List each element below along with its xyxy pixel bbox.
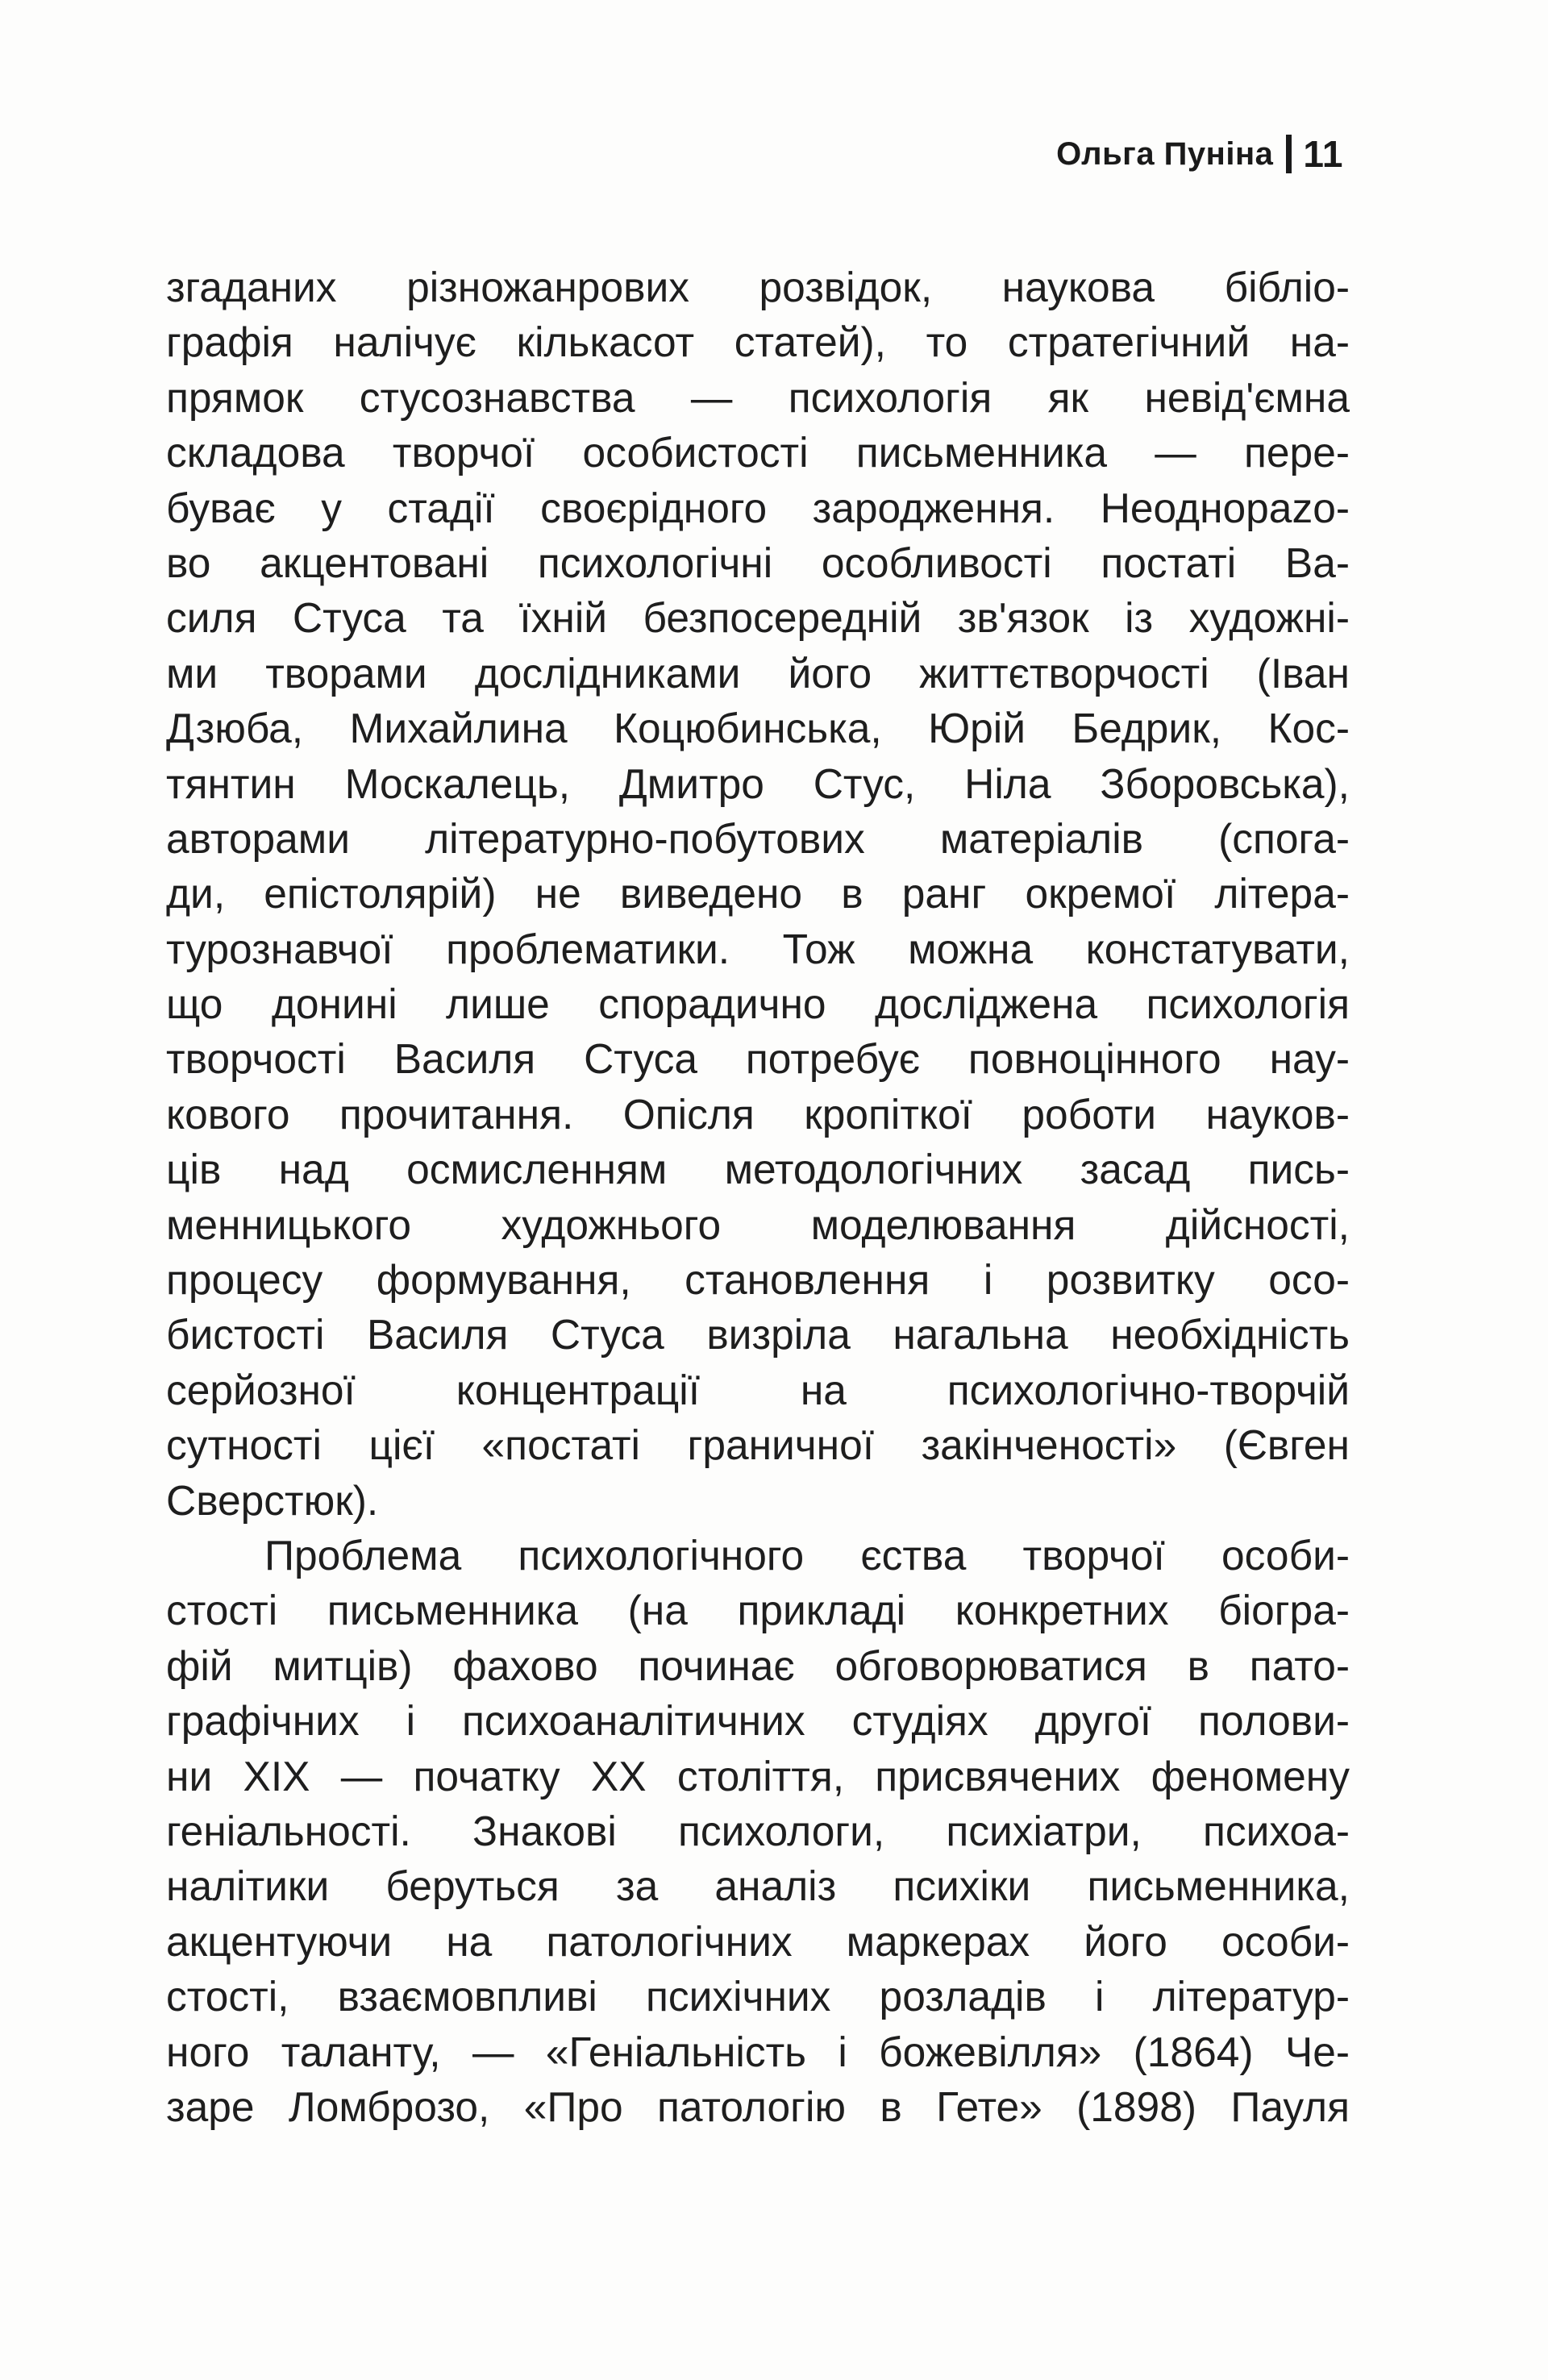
- text-line: ців над осмисленням методологічних засад пись-: [166, 1146, 1350, 1193]
- text-line: фій митців) фахово починає обговорюватися в пато-: [166, 1641, 1350, 1689]
- text-line: бистості Василя Стуса визріла нагальна необхідність: [166, 1311, 1350, 1359]
- text-line: ни XIX — початку XX століття, присвячених феномену: [166, 1752, 1350, 1800]
- text-line: сутності цієї «постаті граничної закінченості» (Євген: [166, 1421, 1350, 1469]
- text-line: буває у стадії своєрідного зародження. Неоднорazo-: [166, 484, 1350, 531]
- text-line: серйозної концентрації на психологічно-творчій: [166, 1366, 1350, 1413]
- text-line: стості, взаємовпливі психічних розладів і літератур-: [166, 1973, 1350, 2020]
- page-number: 11: [1303, 133, 1343, 175]
- text-line: ди, епістолярій) не виведено в ранг окремої літера-: [166, 870, 1350, 917]
- text-line: акцентуючи на патологічних маркерах його особи-: [166, 1917, 1350, 1965]
- text-line: заре Ломброзо, «Про патологію в Гете» (1898) Пауля: [166, 2082, 1350, 2130]
- text-line: графія налічує кількасот статей), то стратегічний на-: [166, 318, 1350, 366]
- paragraph-2: [166, 1528, 1350, 2134]
- running-header: [1056, 132, 1343, 176]
- text-line: ми творами дослідниками його життєтворчості (Іван: [166, 649, 1350, 697]
- body-text: [166, 260, 1350, 2134]
- text-line: Дзюба, Михайлина Коцюбинська, Юрій Бедрик, Кос-: [166, 705, 1350, 752]
- text-line: що донині лише спорадично досліджена психологія: [166, 980, 1350, 1028]
- text-line: во акцентовані психологічні особливості постаті Ва-: [166, 539, 1350, 586]
- text-line: процесу формування, становлення і розвитку осо-: [166, 1256, 1350, 1304]
- header-separator: [1286, 135, 1292, 173]
- paragraph-1: [166, 260, 1350, 1528]
- text-line: турознавчої проблематики. Тож можна констатувати,: [166, 925, 1350, 972]
- text-line: авторами літературно-побутових матеріалів (спога-: [166, 814, 1350, 862]
- text-line: налітики беруться за аналіз психіки письменника,: [166, 1862, 1350, 1910]
- text-line: Сверстюк).: [166, 1476, 379, 1524]
- text-line: менницького художнього моделювання дійсності,: [166, 1200, 1350, 1248]
- text-line: прямок стусознавства — психологія як невід'ємна: [166, 373, 1350, 421]
- text-line: стості письменника (на прикладі конкретних біогра-: [166, 1587, 1350, 1634]
- text-line: згаданих різножанрових розвідок, наукова бібліо-: [166, 264, 1350, 310]
- text-line: кового прочитання. Опісля кропіткої роботи науков-: [166, 1090, 1350, 1138]
- text-line: ного таланту, — «Геніальність і божевілля» (1864) Че-: [166, 2028, 1350, 2075]
- text-line: творчості Василя Стуса потребує повноцінного нау-: [166, 1035, 1350, 1083]
- text-line: графічних і психоаналітичних студіях другої полови-: [166, 1697, 1350, 1745]
- header-author: Ольга Пуніна: [1056, 135, 1274, 172]
- text-line: геніальності. Знакові психологи, психіатри, психоа-: [166, 1807, 1350, 1854]
- text-line: Проблема психологічного єства творчої особи-: [264, 1531, 1350, 1579]
- text-line: складова творчої особистості письменника — пере-: [166, 429, 1350, 476]
- text-line: тянтин Москалець, Дмитро Стус, Ніла Зборовська),: [166, 759, 1350, 807]
- text-line: силя Стуса та їхній безпосередній зв'язок із художні-: [166, 594, 1350, 642]
